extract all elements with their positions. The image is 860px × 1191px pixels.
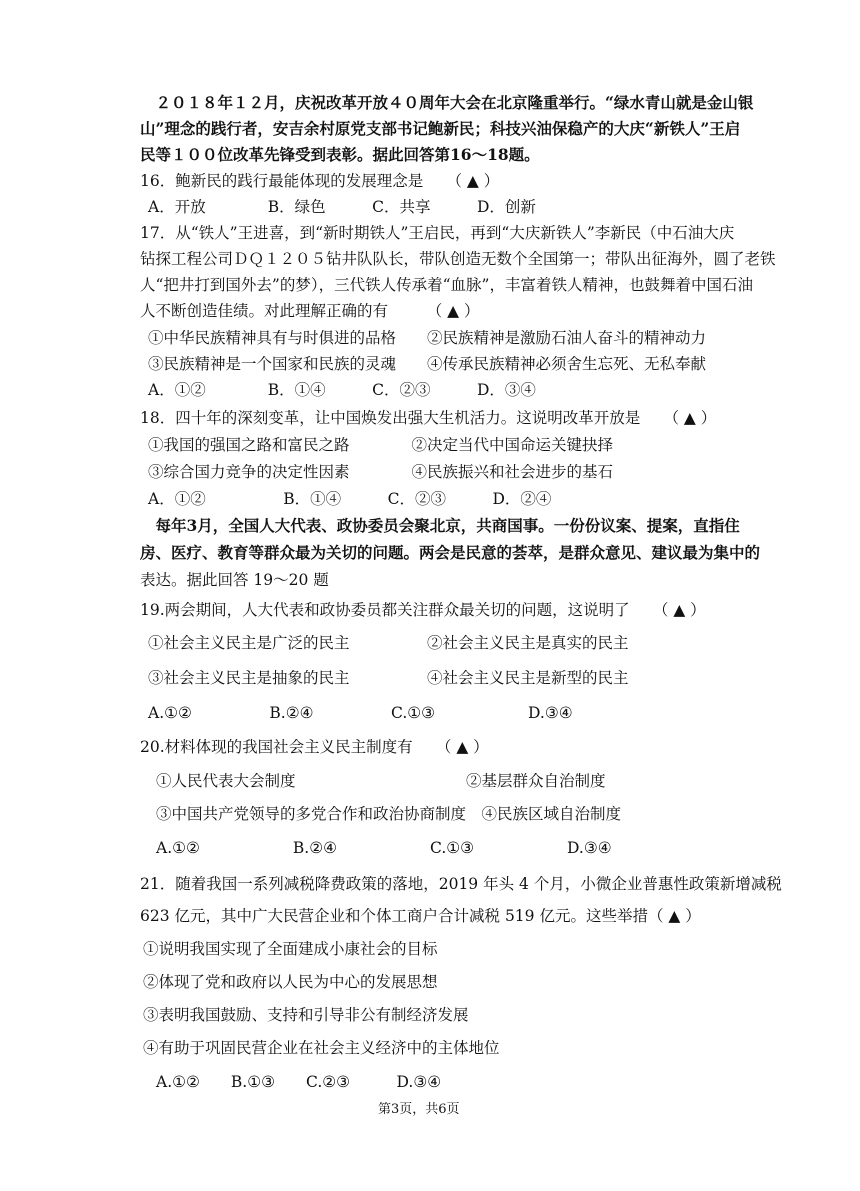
q21-item-3: ③表明我国鼓励、支持和引导非公有制经济发展 [143,1006,469,1024]
q20-stem: 20.材料体现的我国社会主义民主制度有 （ ▲ ） [140,738,489,756]
q16-options: A．开放 B．绿色 C．共享 D．创新 [148,198,536,216]
q20-items-2: ③中国共产党领导的多党合作和政治协商制度 ④民族区域自治制度 [156,805,622,823]
intro2-line2: 房、医疗、教育等群众最为关切的问题。两会是民意的荟萃，是群众意见、建议最为集中的 [140,543,761,562]
q19-items-2: ③社会主义民主是抽象的民主 ④社会主义民主是新型的民主 [148,669,629,687]
q20-items-1: ①人民代表大会制度 ②基层群众自治制度 [156,772,606,790]
q17-stem-3: 人“把井打到国外去”的梦），三代铁人传承着“血脉”，丰富着铁人精神，也鼓舞着中国石油 [140,276,753,294]
page-number: 第3页，共6页 [378,1102,460,1117]
q17-stem-2: 钻探工程公司ＤＱ１２０５钻井队队长，带队创造无数个全国第一；带队出征海外，圆了老铁 [140,250,776,268]
q17-stem-4: 人不断创造佳绩。对此理解正确的有 （ ▲ ） [140,302,480,320]
q17-items-1: ①中华民族精神具有与时俱进的品格 ②民族精神是激励石油人奋斗的精神动力 [148,329,707,347]
q19-options: A.①② B.②④ C.①③ D.③④ [148,704,573,722]
intro1-line1: ２０１８年１２月，庆祝改革开放４０周年大会在北京隆重举行。“绿水青山就是金山银 [140,93,754,112]
q17-stem-1: 17．从“铁人”王进喜，到“新时期铁人”王启民，再到“大庆新铁人”李新民（中石油大庆 [140,224,735,242]
q18-items-1: ①我国的强国之路和富民之路 ②决定当代中国命运关键抉择 [148,436,614,454]
q19-stem: 19.两会期间，人大代表和政协委员都关注群众最关切的问题，这说明了 （ ▲ ） [140,601,706,619]
q21-item-2: ②体现了党和政府以人民为中心的发展思想 [143,973,438,991]
q19-items-1: ①社会主义民主是广泛的民主 ②社会主义民主是真实的民主 [148,634,629,652]
intro1-line2: 山”理念的践行者，安吉余村原党支部书记鲍新民；科技兴油保稳产的大庆“新铁人”王启 [140,119,741,138]
q21-item-1: ①说明我国实现了全面建成小康社会的目标 [143,940,438,958]
intro1-line3: 民等１００位改革先锋受到表彰。据此回答第16～18题。 [140,145,540,164]
q18-stem: 18．四十年的深刻变革，让中国焕发出强大生机活力。这说明改革开放是 （ ▲ ） [140,409,717,427]
q21-stem-2: 623 亿元，其中广大民营企业和个体工商户合计减税 519 亿元。这些举措（ ▲ ） [140,907,701,925]
q21-stem-1: 21．随着我国一系列减税降费政策的落地，2019 年头 4 个月，小微企业普惠性政策新增减税 [140,875,782,893]
q18-options: A．①② B．①④ C．②③ D．②④ [148,490,552,508]
q18-items-2: ③综合国力竞争的决定性因素 ④民族振兴和社会进步的基石 [148,463,614,481]
q21-options: A.①② B.①③ C.②③ D.③④ [156,1073,442,1091]
q16-stem: 16．鲍新民的践行最能体现的发展理念是 （ ▲ ） [140,172,500,190]
intro2-line3: 表达。据此回答 19～20 题 [140,571,329,589]
q17-options: A．①② B．①④ C．②③ D．③④ [148,381,536,399]
q17-items-2: ③民族精神是一个国家和民族的灵魂 ④传承民族精神必须舍生忘死、无私奉献 [148,355,707,373]
q20-options: A.①② B.②④ C.①③ D.③④ [156,839,612,857]
intro2-line1: 每年3月，全国人大代表、政协委员会聚北京，共商国事。一份份议案、提案，直指住 [140,516,740,535]
q21-item-4: ④有助于巩固民营企业在社会主义经济中的主体地位 [143,1039,500,1057]
